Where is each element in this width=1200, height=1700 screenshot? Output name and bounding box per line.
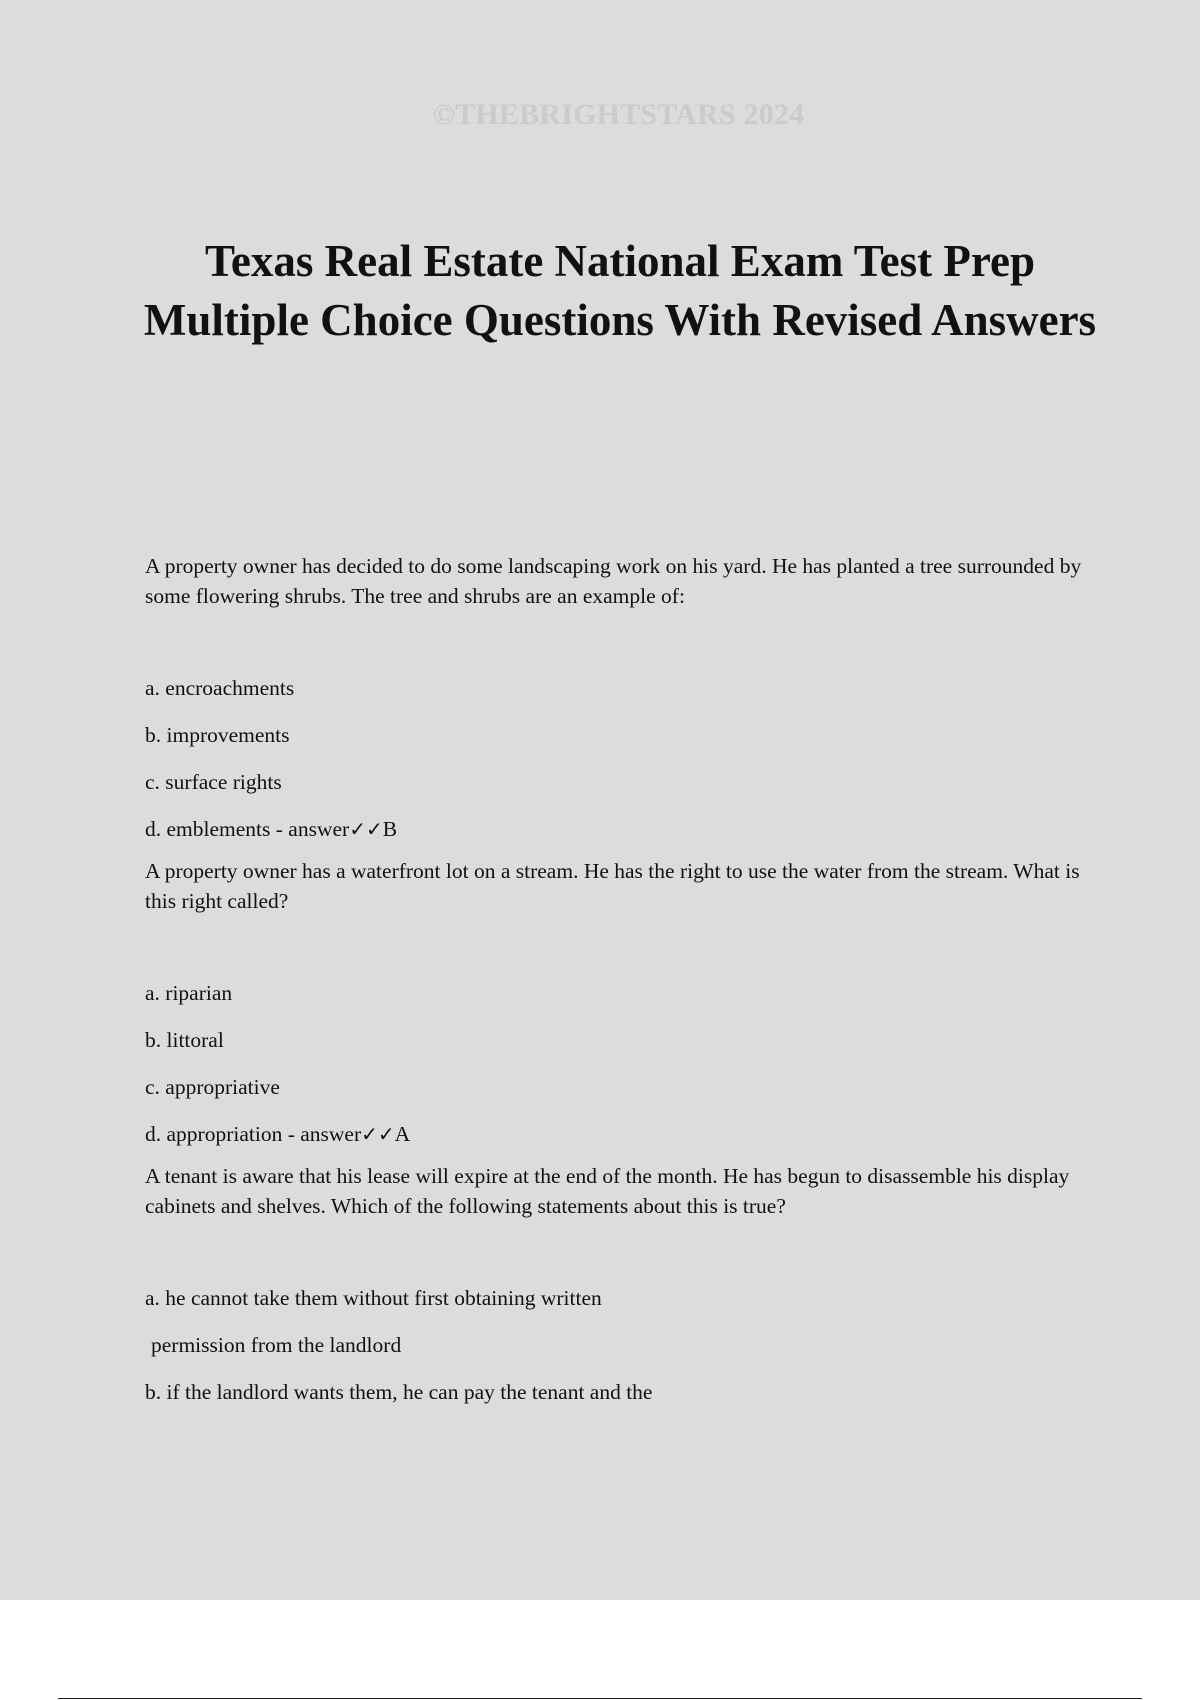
option-b: b. if the landlord wants them, he can pay the tenant and the (145, 1380, 653, 1404)
option-d: d. emblements - answer (145, 817, 350, 841)
option-d-with-answer (145, 1119, 1095, 1149)
option-b: b. littoral (145, 1028, 224, 1052)
option-b: b. improvements (145, 723, 290, 747)
answer-letter: A (394, 1122, 411, 1146)
question-text: A property owner has decided to do some landscaping work on his yard. He has planted a tree surrounded by some flowering shrubs. The tree and shrubs are an example of: (145, 554, 1082, 608)
option-c: c. surface rights (145, 770, 282, 794)
question-block (145, 1161, 1095, 1407)
spacer (145, 1221, 1095, 1283)
spacer (145, 611, 1095, 673)
answer-checkmarks: ✓✓ (361, 1122, 395, 1146)
question-block (145, 856, 1095, 1149)
option-d: d. appropriation - answer (145, 1122, 362, 1146)
questions-section (145, 551, 1095, 1424)
option-a: a. encroachments (145, 676, 295, 700)
answer-checkmarks: ✓✓ (349, 817, 383, 841)
question-text: A property owner has a waterfront lot on a stream. He has the right to use the water from the stream. What is this right called? (145, 859, 1080, 913)
spacer (145, 916, 1095, 978)
option-a: a. he cannot take them without first obtaining written (145, 1286, 602, 1310)
question-text: A tenant is aware that his lease will expire at the end of the month. He has begun to disassemble his display cabinets and shelves. Which of the following statements about this is true? (145, 1164, 1070, 1218)
footer-rule (58, 1698, 1142, 1699)
document-title: Texas Real Estate National Exam Test Prep Multiple Choice Questions With Revised Answers (143, 236, 1097, 345)
option-d-with-answer (145, 814, 1095, 844)
option-a: a. riparian (145, 981, 233, 1005)
option-a-continued: permission from the landlord (151, 1333, 402, 1357)
question-block (145, 551, 1095, 844)
copyright-watermark: ©THEBRIGHTSTARS 2024 (432, 98, 805, 131)
answer-letter: B (382, 817, 398, 841)
option-c: c. appropriative (145, 1075, 280, 1099)
